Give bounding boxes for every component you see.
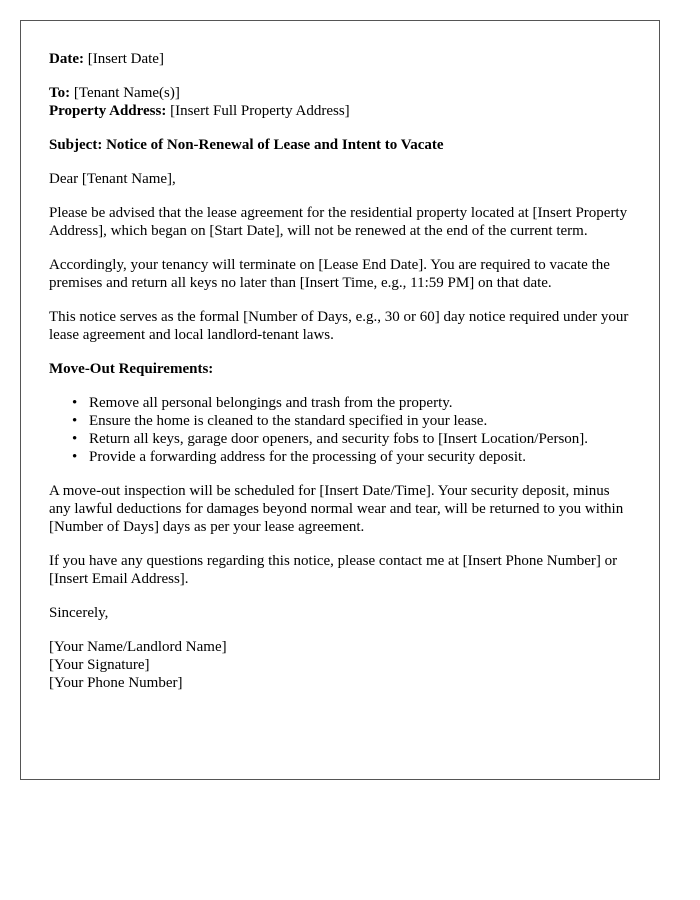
- paragraph-non-renewal: Please be advised that the lease agreement for the residential property located at [Insert Property Address], which began on [Start Date], will not be renewed at the end of the current term.: [49, 205, 628, 239]
- list-item-text: Provide a forwarding address for the processing of your security deposit.: [89, 449, 526, 465]
- bullet-icon: •: [72, 413, 78, 429]
- date-value: [Insert Date]: [83, 51, 164, 67]
- letter-page: [20, 20, 660, 780]
- signer-name: [Your Name/Landlord Name]: [49, 639, 227, 655]
- date-line: [49, 50, 631, 68]
- requirements-list: [49, 394, 631, 466]
- paragraph-contact: If you have any questions regarding this notice, please contact me at [Insert Phone Number] or [Insert Email Address].: [49, 553, 618, 587]
- list-item: [72, 394, 631, 412]
- signer-signature: [Your Signature]: [49, 657, 150, 673]
- property-address-value: [Insert Full Property Address]: [166, 103, 350, 119]
- paragraph-inspection: A move-out inspection will be scheduled for [Insert Date/Time]. Your security deposit, minus any lawful deductions for damages beyond normal wear and tear, will be returned to you within [Number of Days] days as per your lease agreement.: [49, 483, 624, 535]
- to-label: To:: [49, 85, 71, 101]
- subject-line: Subject: Notice of Non-Renewal of Lease and Intent to Vacate: [49, 137, 444, 153]
- salutation: Dear [Tenant Name],: [49, 171, 176, 187]
- closing: Sincerely,: [49, 605, 109, 621]
- bullet-icon: •: [72, 449, 78, 465]
- list-item-text: Return all keys, garage door openers, and security fobs to [Insert Location/Person].: [89, 431, 589, 447]
- paragraph-notice-period: This notice serves as the formal [Number of Days, e.g., 30 or 60] day notice required under your lease agreement and local landlord-tenant laws.: [49, 309, 629, 343]
- list-item: [72, 448, 631, 466]
- property-address-line: [49, 102, 631, 120]
- list-item: [72, 430, 631, 448]
- requirements-heading: Move-Out Requirements:: [49, 361, 214, 377]
- signer-phone: [Your Phone Number]: [49, 675, 183, 691]
- list-item-text: Remove all personal belongings and trash from the property.: [89, 395, 453, 411]
- recipient-block: [49, 84, 631, 120]
- property-address-label: Property Address:: [49, 103, 167, 119]
- to-value: [Tenant Name(s)]: [70, 85, 180, 101]
- to-line: [49, 84, 631, 102]
- list-item-text: Ensure the home is cleaned to the standard specified in your lease.: [89, 413, 488, 429]
- bullet-icon: •: [72, 395, 78, 411]
- signature-block: [49, 638, 631, 692]
- list-item: [72, 412, 631, 430]
- bullet-icon: •: [72, 431, 78, 447]
- date-label: Date:: [49, 51, 84, 67]
- paragraph-termination: Accordingly, your tenancy will terminate on [Lease End Date]. You are required to vacate the premises and return all keys no later than [Insert Time, e.g., 11:59 PM] on that date.: [49, 257, 610, 291]
